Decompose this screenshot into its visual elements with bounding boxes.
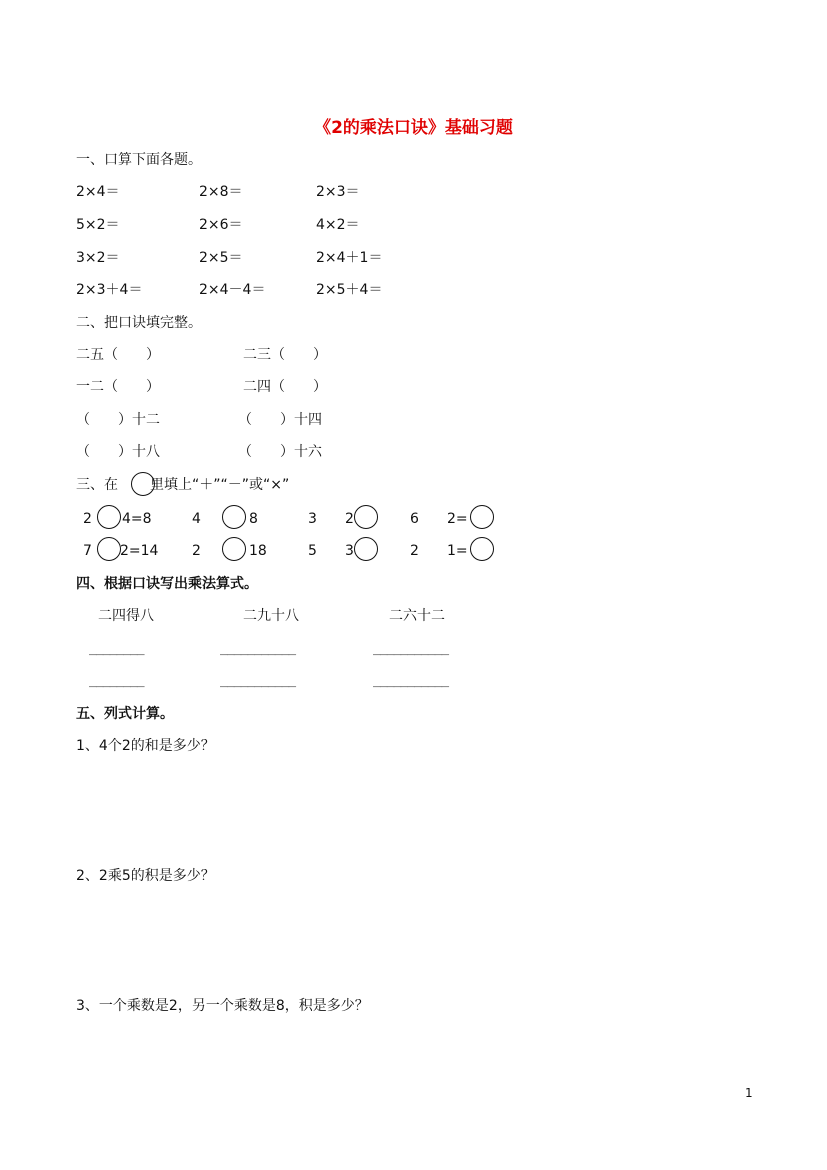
operand-result: 8: [249, 511, 258, 527]
rhyme-item: 二五（ ）: [76, 347, 160, 363]
word-problem: 2、2乘5的积是多少？: [76, 868, 215, 884]
section-4-heading: 四、根据口诀写出乘法算式。: [76, 576, 258, 592]
operand: 7: [83, 543, 92, 559]
operand-result: 2=14: [120, 543, 159, 559]
rhyme-prompt: 二九十八: [243, 608, 299, 624]
operand: 4: [192, 511, 201, 527]
operand: 3: [345, 543, 354, 559]
calc-item: 5×2＝: [76, 217, 120, 233]
calc-item: 2×3＝: [316, 184, 360, 200]
rhyme-item: （ ）十六: [238, 444, 322, 460]
calc-item: 2×6＝: [199, 217, 243, 233]
rhyme-item: （ ）十二: [76, 412, 160, 428]
section-3-heading-end: 里填上“＋”“－”或“×”: [150, 477, 290, 493]
operand: 2: [192, 543, 201, 559]
operand-result: 18: [249, 543, 267, 559]
operand: 2=: [447, 511, 468, 527]
operand: 2: [410, 543, 419, 559]
calc-item: 2×5＋4＝: [316, 282, 383, 298]
calc-item: 4×2＝: [316, 217, 360, 233]
section-3-heading-start: 三、在: [76, 477, 118, 493]
answer-blank[interactable]: ___________: [220, 641, 296, 656]
operand: 2: [345, 511, 354, 527]
answer-circle-icon[interactable]: [97, 505, 121, 529]
word-problem: 1、4个2的和是多少？: [76, 738, 215, 754]
answer-circle-icon[interactable]: [354, 505, 378, 529]
operand: 6: [410, 511, 419, 527]
page-number: 1: [745, 1086, 753, 1100]
operand: 5: [308, 543, 317, 559]
answer-blank[interactable]: ________: [89, 641, 144, 656]
calc-item: 2×3＋4＝: [76, 282, 143, 298]
rhyme-item: 二三（ ）: [243, 347, 327, 363]
calc-item: 2×4＝: [76, 184, 120, 200]
calc-item: 2×8＝: [199, 184, 243, 200]
rhyme-item: （ ）十八: [76, 444, 160, 460]
operand-result: 4=8: [122, 511, 152, 527]
section-5-heading: 五、列式计算。: [76, 706, 174, 722]
rhyme-prompt: 二四得八: [98, 608, 154, 624]
answer-blank[interactable]: ___________: [373, 673, 449, 688]
calc-item: 2×5＝: [199, 250, 243, 266]
calc-item: 2×4－4＝: [199, 282, 266, 298]
answer-circle-icon[interactable]: [470, 537, 494, 561]
calc-item: 3×2＝: [76, 250, 120, 266]
rhyme-item: 二四（ ）: [243, 379, 327, 395]
section-1-heading: 一、口算下面各题。: [76, 152, 202, 168]
answer-circle-icon[interactable]: [222, 505, 246, 529]
answer-blank[interactable]: ___________: [373, 641, 449, 656]
operand: 3: [308, 511, 317, 527]
answer-circle-icon[interactable]: [470, 505, 494, 529]
answer-blank[interactable]: ________: [89, 673, 144, 688]
section-2-heading: 二、把口诀填完整。: [76, 315, 202, 331]
answer-circle-icon[interactable]: [222, 537, 246, 561]
rhyme-item: 一二（ ）: [76, 379, 160, 395]
rhyme-prompt: 二六十二: [389, 608, 445, 624]
operand: 2: [83, 511, 92, 527]
answer-blank[interactable]: ___________: [220, 673, 296, 688]
operand: 1=: [447, 543, 468, 559]
word-problem: 3、一个乘数是2，另一个乘数是8，积是多少？: [76, 998, 369, 1014]
answer-circle-icon[interactable]: [354, 537, 378, 561]
rhyme-item: （ ）十四: [238, 412, 322, 428]
answer-circle-icon[interactable]: [97, 537, 121, 561]
page-title: 《2的乘法口诀》基础习题: [314, 118, 513, 138]
calc-item: 2×4＋1＝: [316, 250, 383, 266]
